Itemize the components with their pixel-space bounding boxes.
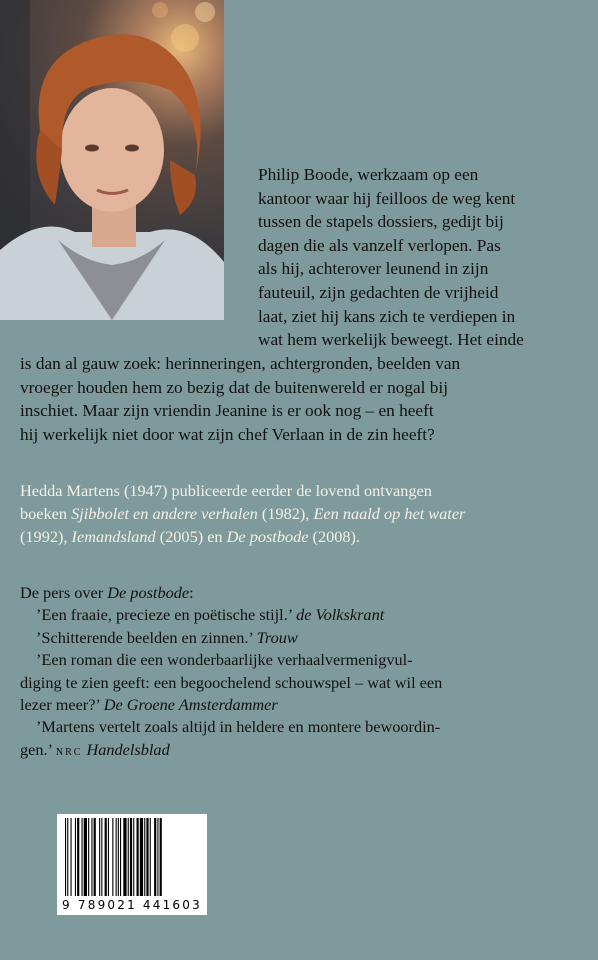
blurb-line: hij werkelijk niet door wat zijn chef Verlaan in de zin heeft? xyxy=(20,424,435,444)
blurb-line: inschiet. Maar zijn vriendin Jeanine is er ook nog – en heeft xyxy=(20,401,434,421)
quote-text: ’Martens vertelt zoals altijd in heldere en montere bewoordin- xyxy=(36,717,441,737)
blurb-line: vroeger houden hem zo bezig dat de buitenwereld er nogal bij xyxy=(20,377,449,397)
press-quote-cont xyxy=(20,672,580,694)
quote-text: gen.’ xyxy=(20,739,56,759)
press-quote xyxy=(20,627,580,649)
press-quote xyxy=(20,716,580,738)
blurb-line: dagen die als vanzelf verlopen. Pas xyxy=(258,235,501,255)
blurb-line: Philip Boode, werkzaam op een xyxy=(258,165,479,184)
isbn-barcode xyxy=(57,814,207,915)
blurb-line: wat hem werkelijk beweegt. Het einde xyxy=(258,330,524,350)
blurb-line: kantoor waar hij feilloos de weg kent xyxy=(258,188,516,208)
bio-line xyxy=(20,525,580,548)
blurb-line: laat, ziet hij kans zich te verdiepen in xyxy=(258,306,516,326)
quote-text: diging te zien geeft: een begoochelend schouwspel – wat wil een xyxy=(20,672,443,692)
bio-text: Hedda Martens (1947) publiceerde eerder de lovend ontvangen xyxy=(20,481,432,500)
press-quote-cont xyxy=(20,739,580,764)
author-photo xyxy=(0,0,224,320)
quote-source: Trouw xyxy=(256,627,298,647)
bio-line xyxy=(20,479,580,502)
quote-text: lezer meer?’ xyxy=(20,695,104,715)
bio-text: (2005) en xyxy=(155,527,227,546)
blurb-line: fauteuil, zijn gedachten de vrijheid xyxy=(258,282,499,302)
book-title: Sjibbolet en andere verhalen xyxy=(71,504,258,523)
press-intro xyxy=(20,582,580,604)
press-quotes xyxy=(20,582,580,764)
press-text: De pers over xyxy=(20,583,108,602)
bio-line xyxy=(20,502,580,525)
bio-text: (1982), xyxy=(257,504,314,523)
press-text: : xyxy=(189,583,194,602)
quote-source: NRC xyxy=(55,746,83,758)
blurb-bottom xyxy=(20,352,580,446)
quote-source: Handelsblad xyxy=(82,739,170,759)
press-quote xyxy=(20,649,580,671)
bio-text: (1992), xyxy=(20,527,72,546)
book-title: De postbode xyxy=(226,527,309,546)
book-title: Iemandsland xyxy=(71,527,156,546)
barcode-bars xyxy=(65,818,199,896)
quote-source: De Groene Amsterdammer xyxy=(103,695,278,715)
blurb-top xyxy=(258,163,578,352)
quote-text: ’Een roman die een wonderbaarlijke verhaalvermenigvul- xyxy=(36,650,413,670)
book-title: De postbode xyxy=(107,583,190,602)
author-bio xyxy=(20,479,580,548)
blurb-line: is dan al gauw zoek: herinneringen, achtergronden, beelden van xyxy=(20,354,461,373)
quote-text: ’Schitterende beelden en zinnen.’ xyxy=(36,627,257,647)
isbn-number: 9 789021 441603 xyxy=(62,898,202,912)
quote-source: de Volkskrant xyxy=(296,605,385,625)
quote-text: ’Een fraaie, precieze en poëtische stijl.’ xyxy=(36,605,297,625)
book-title: Een naald op het water xyxy=(313,504,466,523)
blurb-line: als hij, achterover leunend in zijn xyxy=(258,259,489,279)
press-quote-cont xyxy=(20,694,580,716)
blurb-line: tussen de stapels dossiers, gedijt bij xyxy=(258,212,504,232)
press-quote xyxy=(20,604,580,626)
bio-text: boeken xyxy=(20,504,72,523)
bio-text: (2008). xyxy=(308,527,361,546)
